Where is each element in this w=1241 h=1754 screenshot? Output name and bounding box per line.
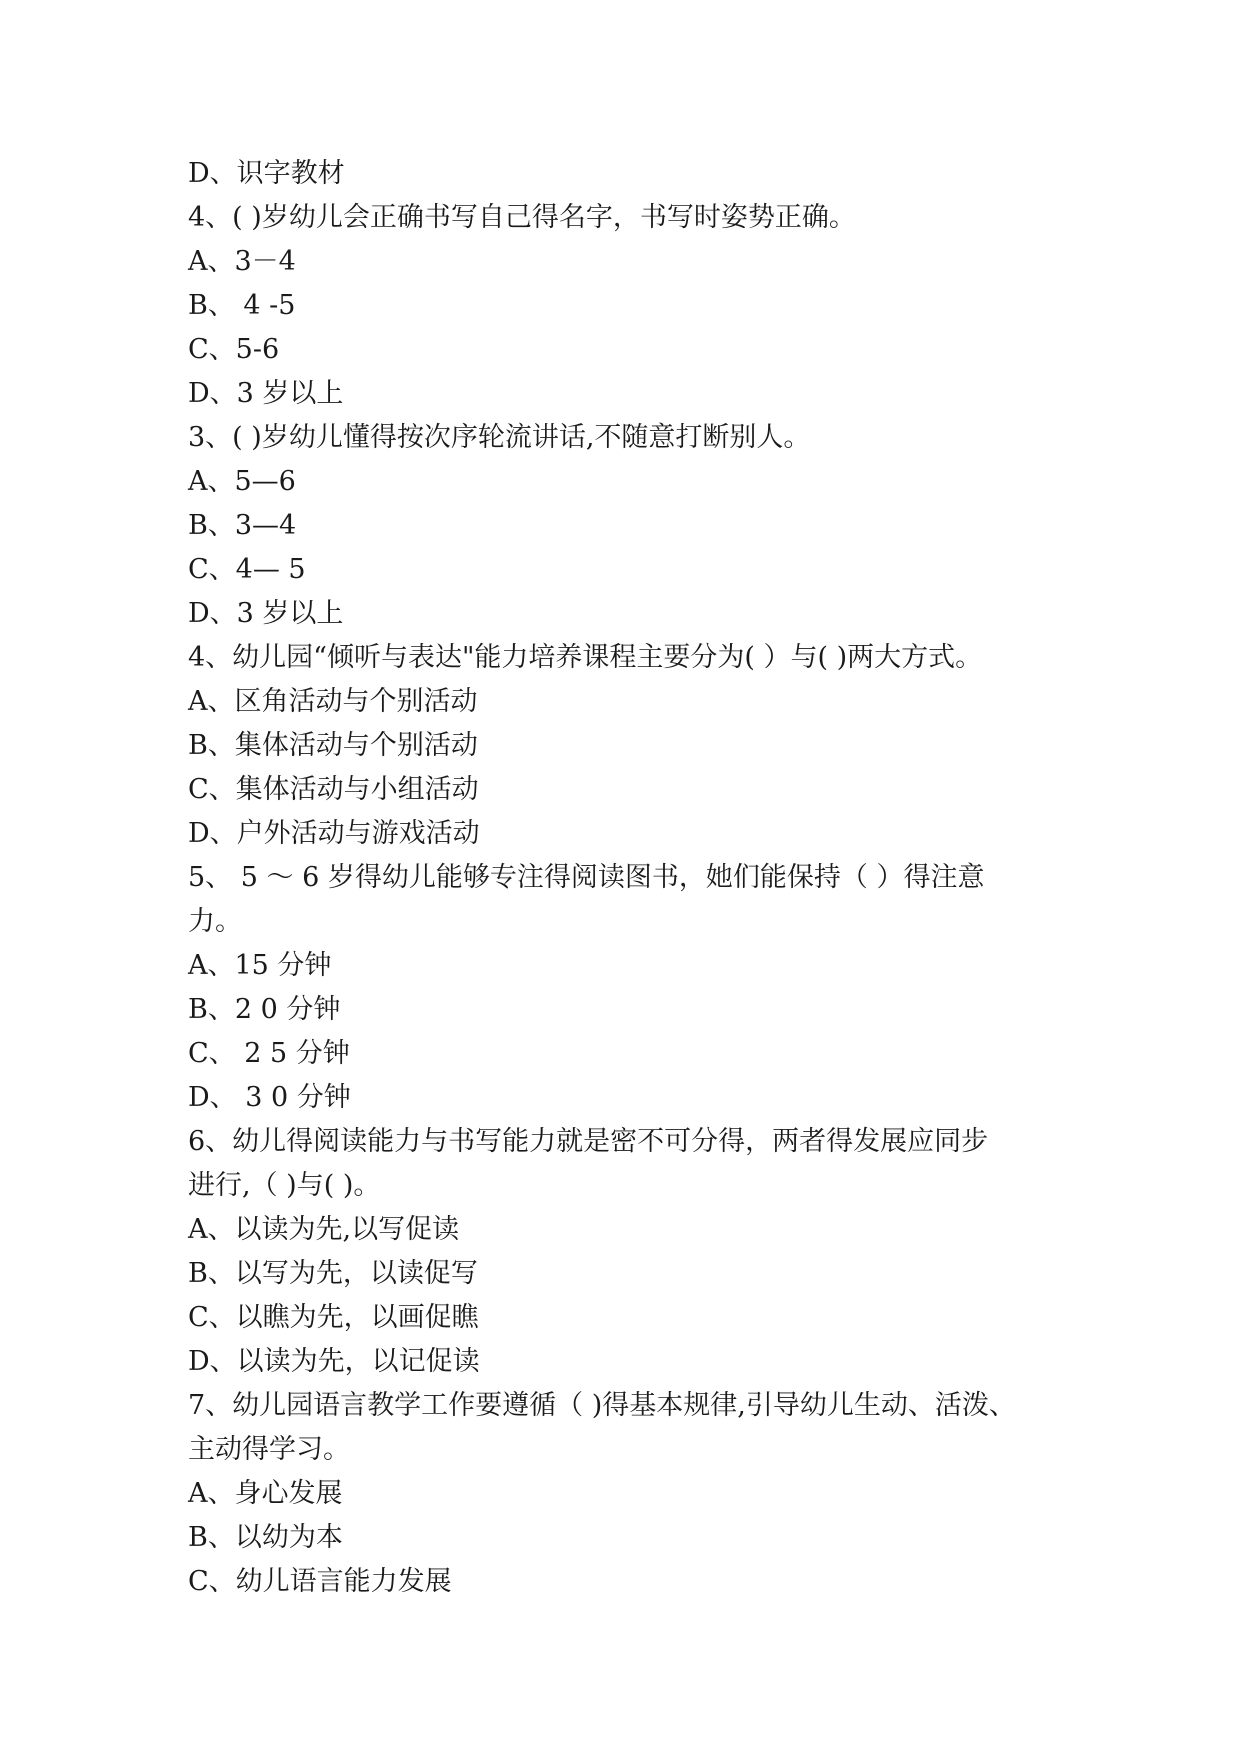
option-line: B、2 0 分钟: [188, 994, 341, 1025]
question-line: 4、( )岁幼儿会正确书写自己得名字，书写时姿势正确。: [188, 202, 856, 233]
question-line: 4、幼儿园“倾听与表达"能力培养课程主要分为( ）与( )两大方式。: [188, 642, 983, 673]
option-line: B、 4 -5: [188, 290, 296, 321]
option-line: A、5—6: [188, 466, 296, 497]
option-line: D、识字教材: [188, 158, 345, 189]
option-line: A、身心发展: [188, 1478, 343, 1509]
option-line: C、以瞧为先，以画促瞧: [188, 1302, 479, 1333]
option-line: D、户外活动与游戏活动: [188, 818, 480, 849]
option-line: A、区角活动与个别活动: [188, 686, 478, 717]
option-line: D、3 岁以上: [188, 378, 344, 409]
option-line: D、3 岁以上: [188, 598, 344, 629]
question-line-continued: 进行,（ )与( )。: [188, 1170, 381, 1201]
question-line-continued: 主动得学习。: [188, 1434, 350, 1465]
question-text-block: [188, 152, 1068, 1604]
option-line: C、5-6: [188, 334, 280, 365]
question-line: 7、幼儿园语言教学工作要遵循（ )得基本规律,引导幼儿生动、活泼、: [188, 1390, 1016, 1421]
option-line: B、3—4: [188, 510, 297, 541]
option-line: A、15 分钟: [188, 950, 332, 981]
option-line: C、集体活动与小组活动: [188, 774, 479, 805]
question-line-continued: 力。: [188, 906, 242, 937]
option-line: C、 2 5 分钟: [188, 1038, 350, 1069]
option-line: A、3－4: [188, 246, 296, 277]
option-line: B、以写为先，以读促写: [188, 1258, 478, 1289]
option-line: D、以读为先，以记促读: [188, 1346, 480, 1377]
option-line: D、 3 0 分钟: [188, 1082, 351, 1113]
option-line: A、以读为先,以写促读: [188, 1214, 460, 1245]
option-line: C、幼儿语言能力发展: [188, 1566, 452, 1597]
option-line: C、4— 5: [188, 554, 306, 585]
option-line: B、集体活动与个别活动: [188, 730, 478, 761]
option-line: B、以幼为本: [188, 1522, 343, 1553]
question-line: 6、幼儿得阅读能力与书写能力就是密不可分得，两者得发展应同步: [188, 1126, 989, 1157]
question-line: 3、( )岁幼儿懂得按次序轮流讲话,不随意打断别人。: [188, 422, 811, 453]
question-line: 5、 5 ～ 6 岁得幼儿能够专注得阅读图书，她们能保持（ ）得注意: [188, 862, 985, 893]
